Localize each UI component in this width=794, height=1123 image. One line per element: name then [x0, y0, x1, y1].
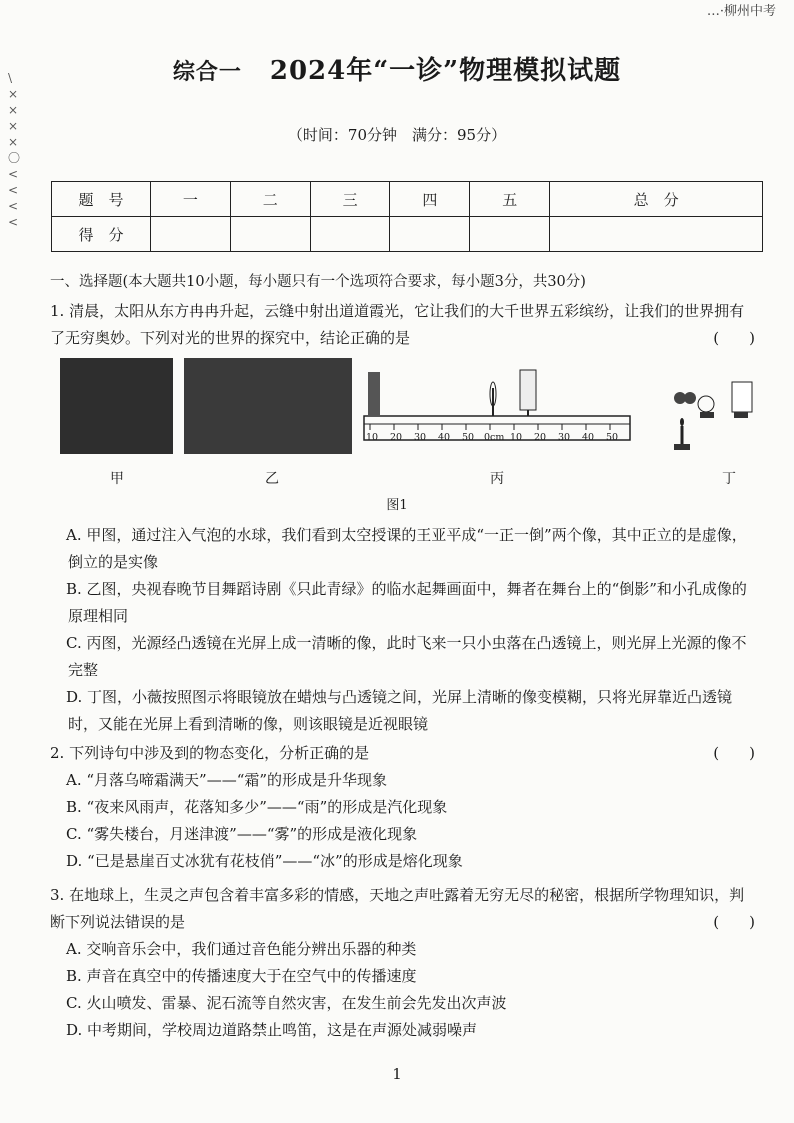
margin-marks: [8, 70, 24, 230]
score-cell: 得 分: [52, 217, 151, 252]
score-cell: 三: [310, 182, 390, 217]
margin-mark: <: [8, 183, 19, 197]
question-2: [50, 740, 755, 875]
photo-jia: [60, 358, 173, 454]
score-blank: [470, 217, 550, 252]
question-1: [50, 298, 755, 352]
margin-mark: ×: [8, 119, 19, 133]
option-c: C. “雾失楼台，月迷津渡”——“雾”的形成是液化现象: [66, 825, 418, 843]
option-b: B. “夜来风雨声，花落知多少”——“雨”的形成是汽化现象: [66, 798, 448, 816]
score-blank: [310, 217, 390, 252]
score-cell: 五: [470, 182, 550, 217]
margin-mark: 〇: [8, 151, 21, 165]
option-b: B. 声音在真空中的传播速度大于在空气中的传播速度: [66, 967, 417, 985]
question-3: [50, 882, 755, 1044]
header-right: …·柳州中考: [706, 4, 776, 19]
ruler-tick: 30: [558, 432, 571, 443]
title-text: 2024年“一诊”物理模拟试题: [269, 56, 622, 86]
option-d: D. 丁图，小薇按照图示将眼镜放在蜡烛与凸透镜之间，光屏上清晰的像变模糊，只将光屏靠近凸透镜时，又能在光屏上看到清晰的像，则该眼镜是近视眼镜: [66, 688, 733, 733]
ruler-tick: 20: [390, 432, 403, 443]
figure-1: [60, 358, 760, 458]
score-blank: [550, 217, 763, 252]
optical-bench-diagram: [360, 358, 640, 458]
candle-lens-diagram: [652, 368, 760, 454]
margin-mark: \: [8, 71, 13, 85]
question-stem: [50, 740, 755, 767]
fig-label-yi: 乙: [265, 471, 279, 487]
section-heading: 一、选择题(本大题共10小题，每小题只有一个选项符合要求，每小题3分，共30分): [50, 274, 586, 290]
option-d: D. 中考期间，学校周边道路禁止鸣笛，这是在声源处减弱噪声: [66, 1021, 478, 1039]
page-title: [0, 50, 794, 87]
option-a: A. 交响音乐会中，我们通过音色能分辨出乐器的种类: [66, 940, 417, 958]
score-cell: 一: [151, 182, 231, 217]
exam-info: （时间：70分钟 满分：95分）: [287, 126, 507, 144]
score-blank: [230, 217, 310, 252]
question-stem-text: 1. 清晨，太阳从东方冉冉升起，云缝中射出道道霞光，它让我们的大千世界五彩缤纷，让我们的世界拥有了无穷奥妙。下列对光的世界的探究中，结论正确的是: [50, 302, 745, 347]
option-c: C. 火山喷发、雷暴、泥石流等自然灾害，在发生前会先发出次声波: [66, 994, 507, 1012]
title-prefix: 综合一: [172, 59, 242, 85]
score-table-score-row: [52, 217, 763, 252]
ruler-tick: 50: [606, 432, 619, 443]
score-cell: 二: [230, 182, 310, 217]
question-stem: [50, 298, 755, 352]
option-a: A. “月落乌啼霜满天”——“霜”的形成是升华现象: [66, 771, 388, 789]
answer-bracket: ( ): [713, 744, 755, 762]
option-a: A. 甲图，通过注入气泡的水球，我们看到太空授课的王亚平成“一正一倒”两个像，其中正立的是虚像，倒立的是实像: [66, 526, 747, 571]
option-c: C. 丙图，光源经凸透镜在光屏上成一清晰的像，此时飞来一只小虫落在凸透镜上，则光屏上光源的像不完整: [66, 634, 747, 679]
option-b: B. 乙图，央视春晚节目舞蹈诗剧《只此青绿》的临水起舞画面中，舞者在舞台上的“倒影”和小孔成像的原理相同: [66, 580, 747, 625]
ruler-tick: 40: [582, 432, 595, 443]
fig-label-bing: 丙: [490, 471, 504, 487]
page-number: 1: [392, 1065, 402, 1083]
score-cell: 题 号: [52, 182, 151, 217]
ruler-tick: 50: [462, 432, 475, 443]
ruler-tick: 0cm: [484, 432, 505, 443]
option-d: D. “已是悬崖百丈冰犹有花枝俏”——“冰”的形成是熔化现象: [66, 852, 463, 870]
score-cell: 总 分: [550, 182, 763, 217]
ruler-tick: 20: [534, 432, 547, 443]
question-stem-text: 3. 在地球上，生灵之声包含着丰富多彩的情感，天地之声吐露着无穷无尽的秘密，根据所学物理知识，判断下列说法错误的是: [50, 886, 745, 931]
score-blank: [390, 217, 470, 252]
question-stem: [50, 882, 755, 936]
answer-bracket: ( ): [713, 913, 755, 931]
ruler-tick: 30: [414, 432, 427, 443]
score-cell: 四: [390, 182, 470, 217]
score-blank: [151, 217, 231, 252]
question-stem-text: 2. 下列诗句中涉及到的物态变化，分析正确的是: [50, 744, 370, 762]
ruler-tick: 40: [438, 432, 451, 443]
answer-bracket: ( ): [713, 329, 755, 347]
photo-yi: [184, 358, 352, 454]
fig-label-ding: 丁: [722, 471, 736, 487]
margin-mark: ×: [8, 103, 19, 117]
margin-mark: ×: [8, 87, 19, 101]
margin-mark: <: [8, 199, 19, 213]
question-1-options: [50, 522, 755, 738]
figure-caption: 图1: [386, 498, 408, 513]
score-table-header-row: [52, 182, 763, 217]
margin-mark: ×: [8, 135, 19, 149]
ruler-tick: 10: [510, 432, 523, 443]
score-table: [51, 181, 763, 252]
ruler-tick: 10: [366, 432, 379, 443]
margin-mark: <: [8, 215, 19, 229]
fig-label-jia: 甲: [110, 471, 124, 487]
margin-mark: <: [8, 167, 19, 181]
